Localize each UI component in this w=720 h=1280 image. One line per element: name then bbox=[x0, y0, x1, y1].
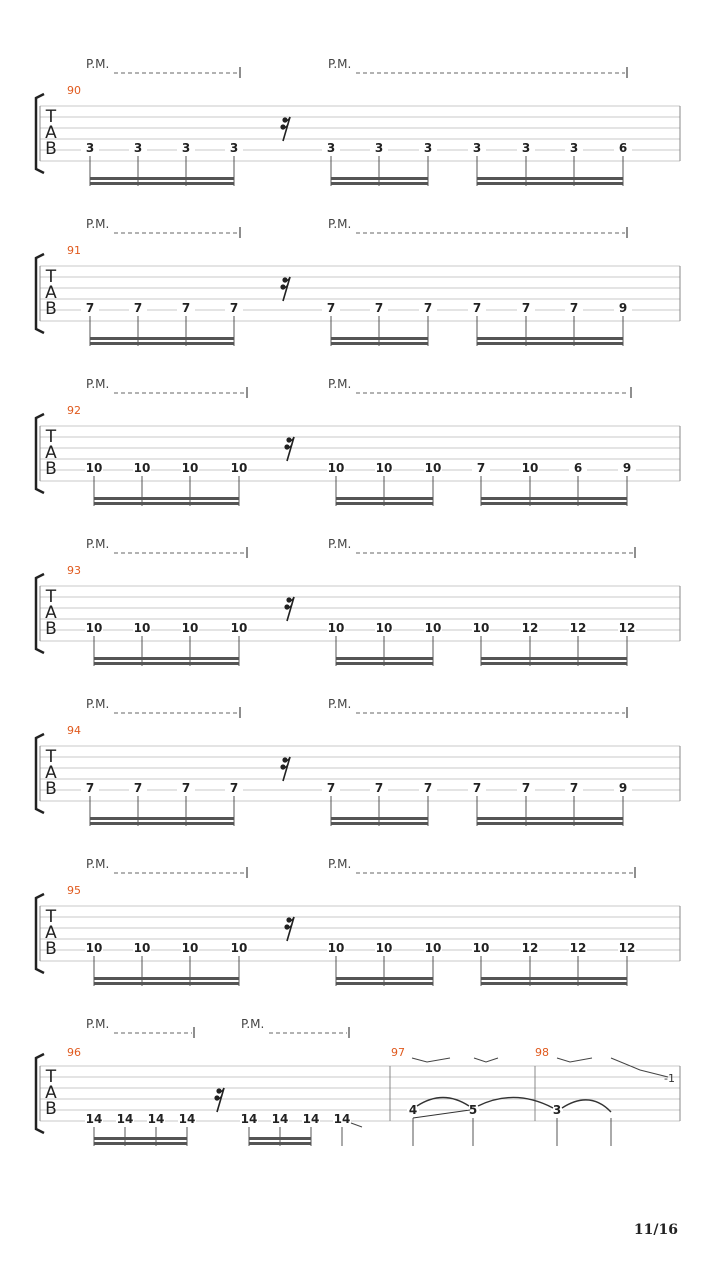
beam bbox=[94, 502, 239, 505]
fret-number: 14 bbox=[302, 1112, 320, 1126]
tab-system bbox=[36, 697, 680, 826]
fret-number: 7 bbox=[181, 301, 191, 315]
beam bbox=[94, 982, 239, 985]
fret-number: 3 bbox=[521, 141, 531, 155]
whammy-line bbox=[611, 1058, 668, 1077]
beam bbox=[336, 497, 433, 500]
bar-number: 91 bbox=[67, 244, 81, 257]
tab-clef-letter: B bbox=[45, 299, 57, 319]
fret-number: 7 bbox=[476, 461, 486, 475]
slide-mark bbox=[351, 1123, 362, 1127]
beam bbox=[336, 662, 433, 665]
fret-number: 14 bbox=[240, 1112, 258, 1126]
beam bbox=[477, 337, 623, 340]
bar-number: 97 bbox=[391, 1046, 405, 1059]
palm-mute-label: P.M. bbox=[328, 857, 352, 871]
fret-number: 5 bbox=[468, 1103, 478, 1117]
fret-number: 7 bbox=[521, 781, 531, 795]
fret-number: 10 bbox=[375, 461, 393, 475]
fret-number: 10 bbox=[230, 941, 248, 955]
fret-number: 3 bbox=[472, 141, 482, 155]
tab-clef-letter: T bbox=[45, 907, 57, 927]
beam bbox=[336, 982, 433, 985]
fret-number: 7 bbox=[229, 781, 239, 795]
fret-number: 7 bbox=[133, 781, 143, 795]
fret-number: 10 bbox=[424, 941, 442, 955]
beam bbox=[90, 342, 234, 345]
bar-number: 92 bbox=[67, 404, 81, 417]
fret-number: 12 bbox=[521, 621, 539, 635]
fret-number: 7 bbox=[229, 301, 239, 315]
fret-number: 7 bbox=[326, 301, 336, 315]
tab-clef-letter: A bbox=[45, 283, 57, 303]
tab-clef-letter: A bbox=[45, 443, 57, 463]
bar-number: 96 bbox=[67, 1046, 81, 1059]
whammy-line bbox=[474, 1058, 498, 1062]
bar-number: 98 bbox=[535, 1046, 549, 1059]
fret-number: 12 bbox=[569, 941, 587, 955]
tab-clef-letter: A bbox=[45, 1083, 57, 1103]
fret-number: 7 bbox=[569, 781, 579, 795]
tab-clef-letter: T bbox=[45, 1067, 57, 1087]
fret-number: 3 bbox=[229, 141, 239, 155]
fret-number: 3 bbox=[374, 141, 384, 155]
whammy-line bbox=[557, 1058, 592, 1062]
palm-mute-label: P.M. bbox=[86, 377, 110, 391]
fret-number: 6 bbox=[618, 141, 628, 155]
tab-system bbox=[36, 857, 680, 986]
fret-number: 10 bbox=[375, 941, 393, 955]
fret-number: 10 bbox=[230, 621, 248, 635]
beam bbox=[477, 822, 623, 825]
fret-number: 9 bbox=[618, 781, 628, 795]
fret-number: 10 bbox=[424, 461, 442, 475]
beam bbox=[481, 662, 627, 665]
fret-number: 10 bbox=[85, 621, 103, 635]
fret-number: 3 bbox=[181, 141, 191, 155]
tab-clef-letter: A bbox=[45, 763, 57, 783]
bar-number: 95 bbox=[67, 884, 81, 897]
fret-number: 10 bbox=[181, 461, 199, 475]
beam bbox=[336, 977, 433, 980]
palm-mute-label: P.M. bbox=[86, 1017, 110, 1031]
fret-number: 3 bbox=[552, 1103, 562, 1117]
beam bbox=[94, 1142, 187, 1145]
palm-mute-label: P.M. bbox=[328, 377, 352, 391]
beam bbox=[249, 1137, 311, 1140]
fret-number: 10 bbox=[181, 621, 199, 635]
beam bbox=[90, 182, 234, 185]
beam bbox=[331, 822, 428, 825]
beam bbox=[90, 817, 234, 820]
tab-clef-letter: A bbox=[45, 603, 57, 623]
beam bbox=[481, 982, 627, 985]
beam bbox=[336, 502, 433, 505]
tab-clef-letter: B bbox=[45, 779, 57, 799]
tab-clef-letter: A bbox=[45, 123, 57, 143]
fret-number: 7 bbox=[374, 781, 384, 795]
fret-number: 9 bbox=[622, 461, 632, 475]
fret-number: 3 bbox=[423, 141, 433, 155]
fret-number: 7 bbox=[423, 301, 433, 315]
beam bbox=[249, 1142, 311, 1145]
beam bbox=[90, 337, 234, 340]
fret-number: 7 bbox=[85, 781, 95, 795]
fret-number: 14 bbox=[116, 1112, 134, 1126]
beam bbox=[94, 657, 239, 660]
fret-number: 14 bbox=[271, 1112, 289, 1126]
fret-number: 10 bbox=[133, 941, 151, 955]
fret-number: 14 bbox=[147, 1112, 165, 1126]
palm-mute-label: P.M. bbox=[241, 1017, 265, 1031]
fret-number: 3 bbox=[133, 141, 143, 155]
beam bbox=[331, 342, 428, 345]
bar-number: 94 bbox=[67, 724, 81, 737]
fret-number: 12 bbox=[618, 941, 636, 955]
beam bbox=[331, 177, 428, 180]
fret-number: 10 bbox=[472, 941, 490, 955]
palm-mute-label: P.M. bbox=[86, 537, 110, 551]
fret-number: 7 bbox=[181, 781, 191, 795]
fret-number: 7 bbox=[569, 301, 579, 315]
beam bbox=[477, 817, 623, 820]
beam bbox=[90, 822, 234, 825]
fret-number: 12 bbox=[521, 941, 539, 955]
fret-number: 7 bbox=[423, 781, 433, 795]
palm-mute-label: P.M. bbox=[86, 857, 110, 871]
palm-mute-label: P.M. bbox=[328, 57, 352, 71]
beam bbox=[331, 817, 428, 820]
slide-line bbox=[413, 1110, 470, 1118]
fret-number: 12 bbox=[569, 621, 587, 635]
beam bbox=[477, 342, 623, 345]
beam bbox=[481, 657, 627, 660]
tab-clef-letter: T bbox=[45, 107, 57, 127]
tab-clef-letter: T bbox=[45, 267, 57, 287]
beam bbox=[94, 497, 239, 500]
palm-mute-label: P.M. bbox=[86, 57, 110, 71]
fret-number: 3 bbox=[326, 141, 336, 155]
tab-system bbox=[36, 217, 680, 346]
beam bbox=[94, 1137, 187, 1140]
fret-number: 10 bbox=[327, 621, 345, 635]
palm-mute-label: P.M. bbox=[328, 697, 352, 711]
bar-number: 90 bbox=[67, 84, 81, 97]
tab-system-last bbox=[36, 1017, 680, 1146]
fret-number: 7 bbox=[472, 781, 482, 795]
tab-clef-letter: B bbox=[45, 1099, 57, 1119]
beam bbox=[94, 977, 239, 980]
beam bbox=[481, 502, 627, 505]
fret-number: 10 bbox=[375, 621, 393, 635]
fret-number: 7 bbox=[521, 301, 531, 315]
fret-number: 14 bbox=[333, 1112, 351, 1126]
fret-number: 10 bbox=[85, 941, 103, 955]
fret-number: 7 bbox=[326, 781, 336, 795]
fret-number: 7 bbox=[133, 301, 143, 315]
beam bbox=[331, 337, 428, 340]
fret-number: 10 bbox=[230, 461, 248, 475]
fret-number: 7 bbox=[374, 301, 384, 315]
tab-clef-letter: B bbox=[45, 619, 57, 639]
fret-number: 3 bbox=[569, 141, 579, 155]
bar-number: 93 bbox=[67, 564, 81, 577]
beam bbox=[90, 177, 234, 180]
tab-clef-letter: T bbox=[45, 747, 57, 767]
fret-number: 14 bbox=[85, 1112, 103, 1126]
tab-system bbox=[36, 537, 680, 666]
palm-mute-label: P.M. bbox=[86, 217, 110, 231]
fret-number: 14 bbox=[178, 1112, 196, 1126]
fret-number: 10 bbox=[181, 941, 199, 955]
tab-clef-letter: B bbox=[45, 939, 57, 959]
fret-number: 10 bbox=[327, 461, 345, 475]
fret-number: 10 bbox=[424, 621, 442, 635]
beam bbox=[331, 182, 428, 185]
fret-number: 10 bbox=[521, 461, 539, 475]
fret-number: 3 bbox=[85, 141, 95, 155]
whammy-value: -1 bbox=[664, 1072, 675, 1085]
tab-system bbox=[36, 57, 680, 186]
fret-number: 10 bbox=[85, 461, 103, 475]
whammy-line bbox=[412, 1058, 450, 1062]
fret-number: 9 bbox=[618, 301, 628, 315]
beam bbox=[481, 977, 627, 980]
fret-number: 6 bbox=[573, 461, 583, 475]
tab-clef-letter: A bbox=[45, 923, 57, 943]
beam bbox=[477, 177, 623, 180]
fret-number: 10 bbox=[133, 621, 151, 635]
palm-mute-label: P.M. bbox=[328, 537, 352, 551]
palm-mute-label: P.M. bbox=[86, 697, 110, 711]
tab-clef-letter: T bbox=[45, 587, 57, 607]
palm-mute-label: P.M. bbox=[328, 217, 352, 231]
beam bbox=[94, 662, 239, 665]
fret-number: 7 bbox=[472, 301, 482, 315]
tab-clef-letter: B bbox=[45, 459, 57, 479]
fret-number: 10 bbox=[133, 461, 151, 475]
beam bbox=[477, 182, 623, 185]
tab-system bbox=[36, 377, 680, 506]
fret-number: 12 bbox=[618, 621, 636, 635]
fret-number: 10 bbox=[327, 941, 345, 955]
fret-number: 10 bbox=[472, 621, 490, 635]
beam bbox=[481, 497, 627, 500]
fret-number: 7 bbox=[85, 301, 95, 315]
tab-clef-letter: B bbox=[45, 139, 57, 159]
beam bbox=[336, 657, 433, 660]
tab-clef-letter: T bbox=[45, 427, 57, 447]
page-number: 11/16 bbox=[633, 1222, 678, 1238]
fret-number: 4 bbox=[408, 1103, 418, 1117]
